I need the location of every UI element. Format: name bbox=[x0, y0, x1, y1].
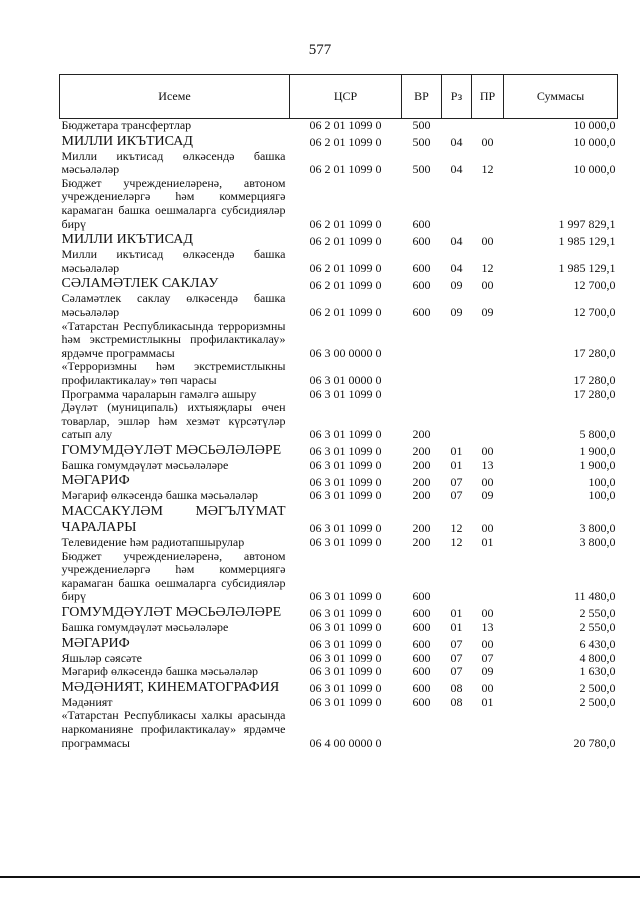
row-vr: 600 bbox=[412, 650, 431, 665]
row-pr: 01 bbox=[481, 694, 494, 709]
header-sum: Суммасы bbox=[504, 75, 618, 119]
row-sum: 10 000,0 bbox=[573, 118, 616, 132]
row-vr bbox=[402, 320, 442, 361]
row-pr bbox=[472, 177, 504, 231]
row-sum: 2 500,0 bbox=[579, 694, 616, 709]
table-row bbox=[60, 231, 618, 248]
row-sum: 1 630,0 bbox=[579, 664, 616, 679]
row-csr: 06 3 01 1099 0 bbox=[309, 681, 382, 696]
row-vr: 600 bbox=[412, 216, 431, 231]
row-vr: 600 bbox=[412, 637, 431, 652]
header-name: Исеме bbox=[60, 75, 290, 119]
budget-table bbox=[59, 74, 618, 750]
row-rz: 01 bbox=[450, 620, 463, 635]
row-sum: 10 000,0 bbox=[573, 162, 616, 177]
row-name: Бюджет учреждениеләренә, автоном учреждениеләргә һәм коммерциягә карамаган башка оешмаларга субсидияләр бирү bbox=[61, 175, 286, 231]
header-csr: ЦСР bbox=[290, 75, 402, 119]
row-name: Дәүләт (муниципаль) ихтыяҗлары өчен товарлар, эшләр һәм хезмәт күрсәтүләр сатып алу bbox=[61, 400, 286, 442]
row-vr: 200 bbox=[412, 474, 431, 489]
row-name: МӘГАРИФ bbox=[61, 635, 130, 651]
row-name: Мәгариф өлкәсендә башка мәсьәләләр bbox=[61, 488, 259, 503]
row-sum: 5 800,0 bbox=[579, 427, 616, 442]
row-name: ГОМУМДӘҮЛӘТ МӘСЬӘЛӘЛӘРЕ bbox=[61, 442, 282, 458]
header-vr: ВР bbox=[402, 75, 442, 119]
table-row bbox=[60, 177, 618, 231]
page-number: 577 bbox=[308, 42, 332, 58]
row-vr: 600 bbox=[412, 233, 431, 248]
row-sum: 4 800,0 bbox=[579, 650, 616, 665]
row-name: МАССАКҮЛӘМ МӘГЪЛҮМАТ ЧАРАЛАРЫ bbox=[61, 504, 286, 536]
row-csr: 06 2 01 1099 0 bbox=[309, 118, 382, 132]
row-name: МИЛЛИ ИКЪТИСАД bbox=[61, 133, 193, 149]
row-rz bbox=[442, 550, 472, 604]
row-name: Башка гомумдәүләт мәсьәләләре bbox=[61, 457, 229, 472]
table-row bbox=[60, 275, 618, 292]
row-sum: 1 997 829,1 bbox=[558, 216, 616, 231]
row-vr: 200 bbox=[412, 535, 431, 550]
table-row bbox=[60, 604, 618, 621]
row-name: Милли икътисад өлкәсендә башка мәсьәләләр bbox=[61, 247, 286, 275]
row-csr: 06 3 01 1099 0 bbox=[309, 386, 382, 401]
row-name: Сәламәтлек саклау өлкәсендә башка мәсьәләләр bbox=[61, 291, 286, 319]
row-rz: 01 bbox=[450, 457, 463, 472]
table-row bbox=[60, 401, 618, 442]
row-name: МӘГАРИФ bbox=[61, 473, 130, 489]
table-row bbox=[60, 679, 618, 696]
table-row bbox=[60, 696, 618, 710]
row-rz: 04 bbox=[450, 162, 463, 177]
row-pr: 00 bbox=[481, 233, 494, 248]
row-name: Бюджет учреждениеләренә, автоном учреждениеләргә һәм коммерциягә карамаган башка оешмаларга субсидияләр бирү bbox=[61, 548, 286, 604]
row-vr: 600 bbox=[412, 277, 431, 292]
row-rz: 01 bbox=[450, 444, 463, 459]
row-pr: 09 bbox=[481, 664, 494, 679]
row-csr: 06 2 01 1099 0 bbox=[309, 304, 382, 319]
table-row bbox=[60, 320, 618, 361]
row-sum: 6 430,0 bbox=[579, 637, 616, 652]
row-sum: 10 000,0 bbox=[573, 135, 616, 149]
row-pr bbox=[472, 550, 504, 604]
row-rz bbox=[442, 401, 472, 442]
row-sum: 17 280,0 bbox=[573, 372, 616, 387]
row-csr: 06 2 01 1099 0 bbox=[309, 135, 382, 149]
row-name: ГОМУМДӘҮЛӘТ МӘСЬӘЛӘЛӘРЕ bbox=[61, 605, 282, 621]
row-pr: 09 bbox=[481, 304, 494, 319]
row-vr: 600 bbox=[412, 664, 431, 679]
row-csr: 06 3 01 1099 0 bbox=[309, 474, 382, 489]
table-row bbox=[60, 472, 618, 489]
row-csr: 06 3 01 1099 0 bbox=[309, 606, 382, 621]
row-name: «Татарстан Республикасы халкы арасында наркоманияне профилактикалау» ярдәмче программасы bbox=[61, 708, 286, 750]
table-row bbox=[60, 119, 618, 133]
row-pr: 09 bbox=[481, 488, 494, 503]
row-pr: 00 bbox=[481, 521, 494, 536]
table-row bbox=[60, 652, 618, 666]
row-rz bbox=[442, 388, 472, 402]
row-csr: 06 3 01 1099 0 bbox=[309, 488, 382, 503]
row-csr: 06 3 01 1099 0 bbox=[309, 620, 382, 635]
row-rz bbox=[442, 177, 472, 231]
row-csr: 06 3 01 1099 0 bbox=[309, 694, 382, 709]
row-rz: 07 bbox=[450, 637, 463, 652]
row-pr: 13 bbox=[481, 620, 494, 635]
row-pr: 00 bbox=[481, 277, 494, 292]
row-sum: 3 800,0 bbox=[579, 535, 616, 550]
row-rz: 07 bbox=[450, 488, 463, 503]
row-rz: 07 bbox=[450, 664, 463, 679]
table-row bbox=[60, 621, 618, 635]
table-row bbox=[60, 360, 618, 387]
row-name: Яшьләр сәясәте bbox=[61, 650, 142, 665]
row-sum: 12 700,0 bbox=[573, 277, 616, 292]
row-csr: 06 3 01 1099 0 bbox=[309, 457, 382, 472]
row-vr: 200 bbox=[412, 427, 431, 442]
row-pr bbox=[472, 320, 504, 361]
row-csr: 06 2 01 1099 0 bbox=[309, 260, 382, 275]
row-sum: 11 480,0 bbox=[573, 589, 616, 604]
row-vr: 600 bbox=[412, 304, 431, 319]
table-row bbox=[60, 503, 618, 536]
table-row bbox=[60, 489, 618, 503]
row-csr: 06 3 01 1099 0 bbox=[309, 535, 382, 550]
row-pr: 00 bbox=[481, 606, 494, 621]
row-name: СӘЛАМӘТЛЕК САКЛАУ bbox=[61, 276, 219, 292]
row-pr: 12 bbox=[481, 260, 494, 275]
row-name: Мәдәният bbox=[61, 694, 113, 709]
row-csr: 06 3 01 1099 0 bbox=[309, 664, 382, 679]
row-csr: 06 3 01 1099 0 bbox=[309, 650, 382, 665]
row-name: Телевидение һәм радиотапшырулар bbox=[61, 535, 245, 550]
row-sum: 1 985 129,1 bbox=[558, 233, 616, 248]
row-pr: 00 bbox=[481, 474, 494, 489]
row-vr: 200 bbox=[412, 488, 431, 503]
row-rz: 12 bbox=[450, 521, 463, 536]
row-csr: 06 3 01 1099 0 bbox=[309, 427, 382, 442]
row-name: МӘДӘНИЯТ, КИНЕМАТОГРАФИЯ bbox=[61, 679, 280, 695]
row-rz: 04 bbox=[450, 233, 463, 248]
row-sum: 1 900,0 bbox=[579, 444, 616, 459]
row-name: Программа чараларын гамәлгә ашыру bbox=[61, 386, 257, 401]
row-pr: 07 bbox=[481, 650, 494, 665]
row-vr: 200 bbox=[412, 444, 431, 459]
row-csr: 06 3 01 1099 0 bbox=[309, 521, 382, 536]
row-rz bbox=[442, 360, 472, 387]
row-sum: 12 700,0 bbox=[573, 304, 616, 319]
table-row bbox=[60, 388, 618, 402]
row-sum: 2 550,0 bbox=[579, 620, 616, 635]
row-csr: 06 3 01 1099 0 bbox=[309, 589, 382, 604]
row-csr: 06 3 00 0000 0 bbox=[309, 345, 382, 360]
row-pr bbox=[472, 401, 504, 442]
row-sum: 2 550,0 bbox=[579, 606, 616, 621]
row-pr bbox=[472, 709, 504, 750]
row-vr: 200 bbox=[412, 521, 431, 536]
row-rz: 04 bbox=[450, 135, 463, 149]
row-sum: 17 280,0 bbox=[573, 386, 616, 401]
row-csr: 06 2 01 1099 0 bbox=[309, 162, 382, 177]
row-rz: 08 bbox=[450, 681, 463, 696]
row-vr: 600 bbox=[412, 589, 431, 604]
row-name: МИЛЛИ ИКЪТИСАД bbox=[61, 232, 193, 248]
row-vr: 500 bbox=[412, 162, 431, 177]
row-csr: 06 2 01 1099 0 bbox=[309, 216, 382, 231]
row-name: Милли икътисад өлкәсендә башка мәсьәләләр bbox=[61, 148, 286, 177]
header-pr: ПР bbox=[472, 75, 504, 119]
row-rz: 09 bbox=[450, 277, 463, 292]
row-pr: 01 bbox=[481, 535, 494, 550]
table-row bbox=[60, 292, 618, 319]
row-vr bbox=[402, 709, 442, 750]
row-rz: 01 bbox=[450, 606, 463, 621]
table-row bbox=[60, 150, 618, 177]
row-csr: 06 3 01 0000 0 bbox=[309, 372, 382, 387]
table-row bbox=[60, 442, 618, 459]
row-name: «Татарстан Республикасында терроризмны һәм экстремистлыкны профилактикалау» ярдәмче программасы bbox=[61, 318, 286, 360]
row-rz: 07 bbox=[450, 474, 463, 489]
table-row bbox=[60, 709, 618, 750]
row-sum: 2 500,0 bbox=[579, 681, 616, 696]
row-pr: 00 bbox=[481, 444, 494, 459]
row-rz bbox=[442, 119, 472, 133]
table-header-row bbox=[60, 75, 618, 119]
row-pr: 00 bbox=[481, 681, 494, 696]
row-vr bbox=[402, 360, 442, 387]
row-sum: 20 780,0 bbox=[573, 735, 616, 750]
table-row bbox=[60, 248, 618, 275]
page-bottom-rule bbox=[0, 876, 640, 878]
row-name: «Терроризмны һәм экстремистлыкны профилактикалау» төп чарасы bbox=[61, 359, 286, 387]
row-vr: 200 bbox=[412, 457, 431, 472]
row-rz: 04 bbox=[450, 260, 463, 275]
row-sum: 1 985 129,1 bbox=[558, 260, 616, 275]
row-rz bbox=[442, 709, 472, 750]
row-vr: 500 bbox=[412, 118, 431, 132]
row-vr bbox=[402, 388, 442, 402]
row-csr: 06 3 01 1099 0 bbox=[309, 444, 382, 459]
row-sum: 1 900,0 bbox=[579, 457, 616, 472]
row-vr: 600 bbox=[412, 694, 431, 709]
row-vr: 600 bbox=[412, 620, 431, 635]
row-name: Башка гомумдәүләт мәсьәләләре bbox=[61, 620, 229, 635]
row-vr: 600 bbox=[412, 260, 431, 275]
row-vr: 600 bbox=[412, 606, 431, 621]
row-name: Мәгариф өлкәсендә башка мәсьәләләр bbox=[61, 664, 259, 679]
row-csr: 06 4 00 0000 0 bbox=[309, 735, 382, 750]
table-row bbox=[60, 635, 618, 652]
row-rz: 08 bbox=[450, 694, 463, 709]
row-sum: 100,0 bbox=[588, 488, 616, 503]
row-name: Бюджетара трансфертлар bbox=[61, 118, 192, 132]
row-pr bbox=[472, 388, 504, 402]
row-rz: 07 bbox=[450, 650, 463, 665]
row-csr: 06 2 01 1099 0 bbox=[309, 233, 382, 248]
row-sum: 17 280,0 bbox=[573, 345, 616, 360]
row-csr: 06 2 01 1099 0 bbox=[309, 277, 382, 292]
row-rz: 12 bbox=[450, 535, 463, 550]
row-pr: 13 bbox=[481, 457, 494, 472]
row-pr bbox=[472, 360, 504, 387]
row-rz bbox=[442, 320, 472, 361]
table-row bbox=[60, 550, 618, 604]
row-pr: 00 bbox=[481, 637, 494, 652]
table-row bbox=[60, 459, 618, 473]
row-sum: 3 800,0 bbox=[579, 521, 616, 536]
row-csr: 06 3 01 1099 0 bbox=[309, 637, 382, 652]
row-vr: 500 bbox=[412, 135, 431, 149]
row-vr: 600 bbox=[412, 681, 431, 696]
row-sum: 100,0 bbox=[588, 474, 616, 489]
table-row bbox=[60, 133, 618, 150]
table-row bbox=[60, 536, 618, 550]
row-pr bbox=[472, 119, 504, 133]
header-rz: Рз bbox=[442, 75, 472, 119]
row-pr: 00 bbox=[481, 135, 494, 149]
row-rz: 09 bbox=[450, 304, 463, 319]
table-row bbox=[60, 665, 618, 679]
row-pr: 12 bbox=[481, 162, 494, 177]
